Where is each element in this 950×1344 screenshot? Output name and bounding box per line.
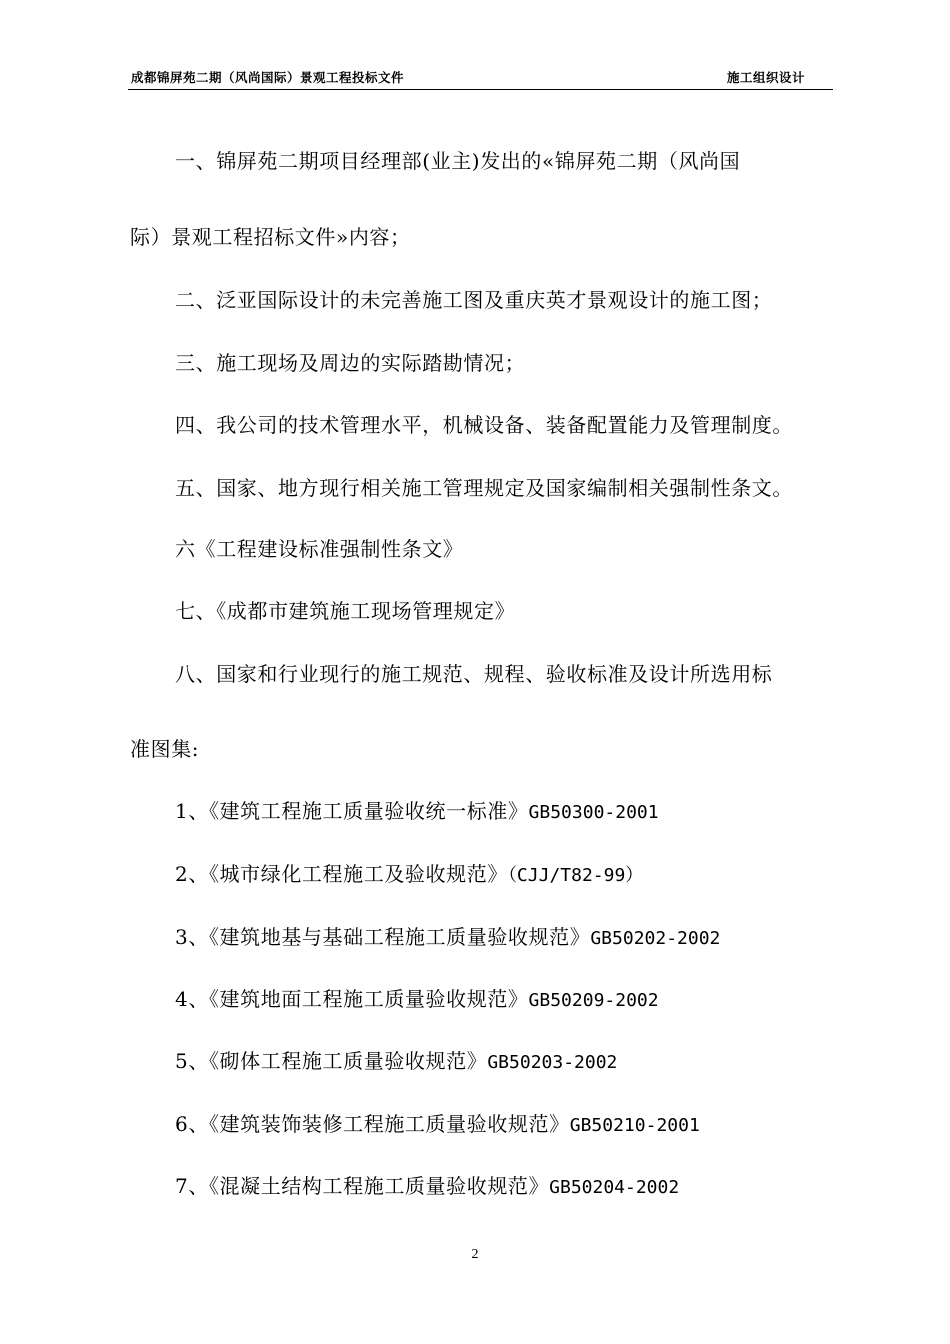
standard-title: 《混凝土结构工程施工质量验收规范》 — [208, 1174, 550, 1198]
standard-item — [175, 924, 720, 952]
paragraph-line: 八、国家和行业现行的施工规范、规程、验收标准及设计所选用标 — [175, 662, 773, 686]
standard-number: 2、 — [175, 862, 209, 886]
paragraph-line: 际）景观工程招标文件»内容； — [130, 225, 411, 249]
standard-item — [175, 1173, 679, 1201]
standard-item — [175, 986, 659, 1014]
header-document-title: 成都锦屏苑二期（风尚国际）景观工程投标文件 — [131, 70, 405, 85]
standard-number: 1、 — [175, 799, 209, 823]
standard-item — [175, 798, 659, 826]
paragraph-line: 七、《成都市建筑施工现场管理规定》 — [175, 599, 516, 623]
standard-title: 《城市绿化工程施工及验收规范》 — [208, 862, 508, 886]
standard-title: 《建筑地基与基础工程施工质量验收规范》 — [208, 925, 591, 949]
paragraph-line: 三、施工现场及周边的实际踏勘情况； — [175, 351, 526, 375]
standard-number: 7、 — [175, 1174, 209, 1198]
standard-number: 6、 — [175, 1112, 209, 1136]
standard-number: 3、 — [175, 925, 209, 949]
standard-code: （CJJ/T82-99） — [507, 865, 644, 886]
paragraph-line: 准图集: — [130, 737, 200, 761]
page-header — [128, 68, 833, 90]
standard-title: 《建筑地面工程施工质量验收规范》 — [208, 987, 529, 1011]
paragraph-line: 二、泛亚国际设计的未完善施工图及重庆英才景观设计的施工图； — [175, 288, 773, 312]
standard-item — [175, 1111, 700, 1139]
standard-title: 《建筑工程施工质量验收统一标准》 — [208, 799, 529, 823]
paragraph-line: 四、我公司的技术管理水平，机械设备、装备配置能力及管理制度。 — [175, 413, 793, 437]
standard-title: 《砌体工程施工质量验收规范》 — [208, 1049, 488, 1073]
standard-item — [175, 1048, 617, 1076]
standard-code: GB50210-2001 — [569, 1115, 700, 1136]
page-number: 2 — [471, 1247, 479, 1262]
paragraph-line: 五、国家、地方现行相关施工管理规定及国家编制相关强制性条文。 — [175, 476, 793, 500]
header-section-title: 施工组织设计 — [726, 70, 805, 85]
paragraph-line: 一、锦屏苑二期项目经理部(业主)发出的«锦屏苑二期（风尚国 — [175, 149, 741, 173]
standard-item — [175, 861, 643, 889]
standard-code: GB50209-2002 — [528, 990, 659, 1011]
standard-number: 5、 — [175, 1049, 209, 1073]
standard-title: 《建筑装饰装修工程施工质量验收规范》 — [208, 1112, 570, 1136]
paragraph-line: 六《工程建设标准强制性条文》 — [175, 537, 464, 561]
standard-code: GB50203-2002 — [487, 1052, 618, 1073]
standard-code: GB50300-2001 — [528, 802, 659, 823]
standard-code: GB50202-2002 — [590, 928, 721, 949]
standard-code: GB50204-2002 — [549, 1177, 680, 1198]
standard-number: 4、 — [175, 987, 209, 1011]
